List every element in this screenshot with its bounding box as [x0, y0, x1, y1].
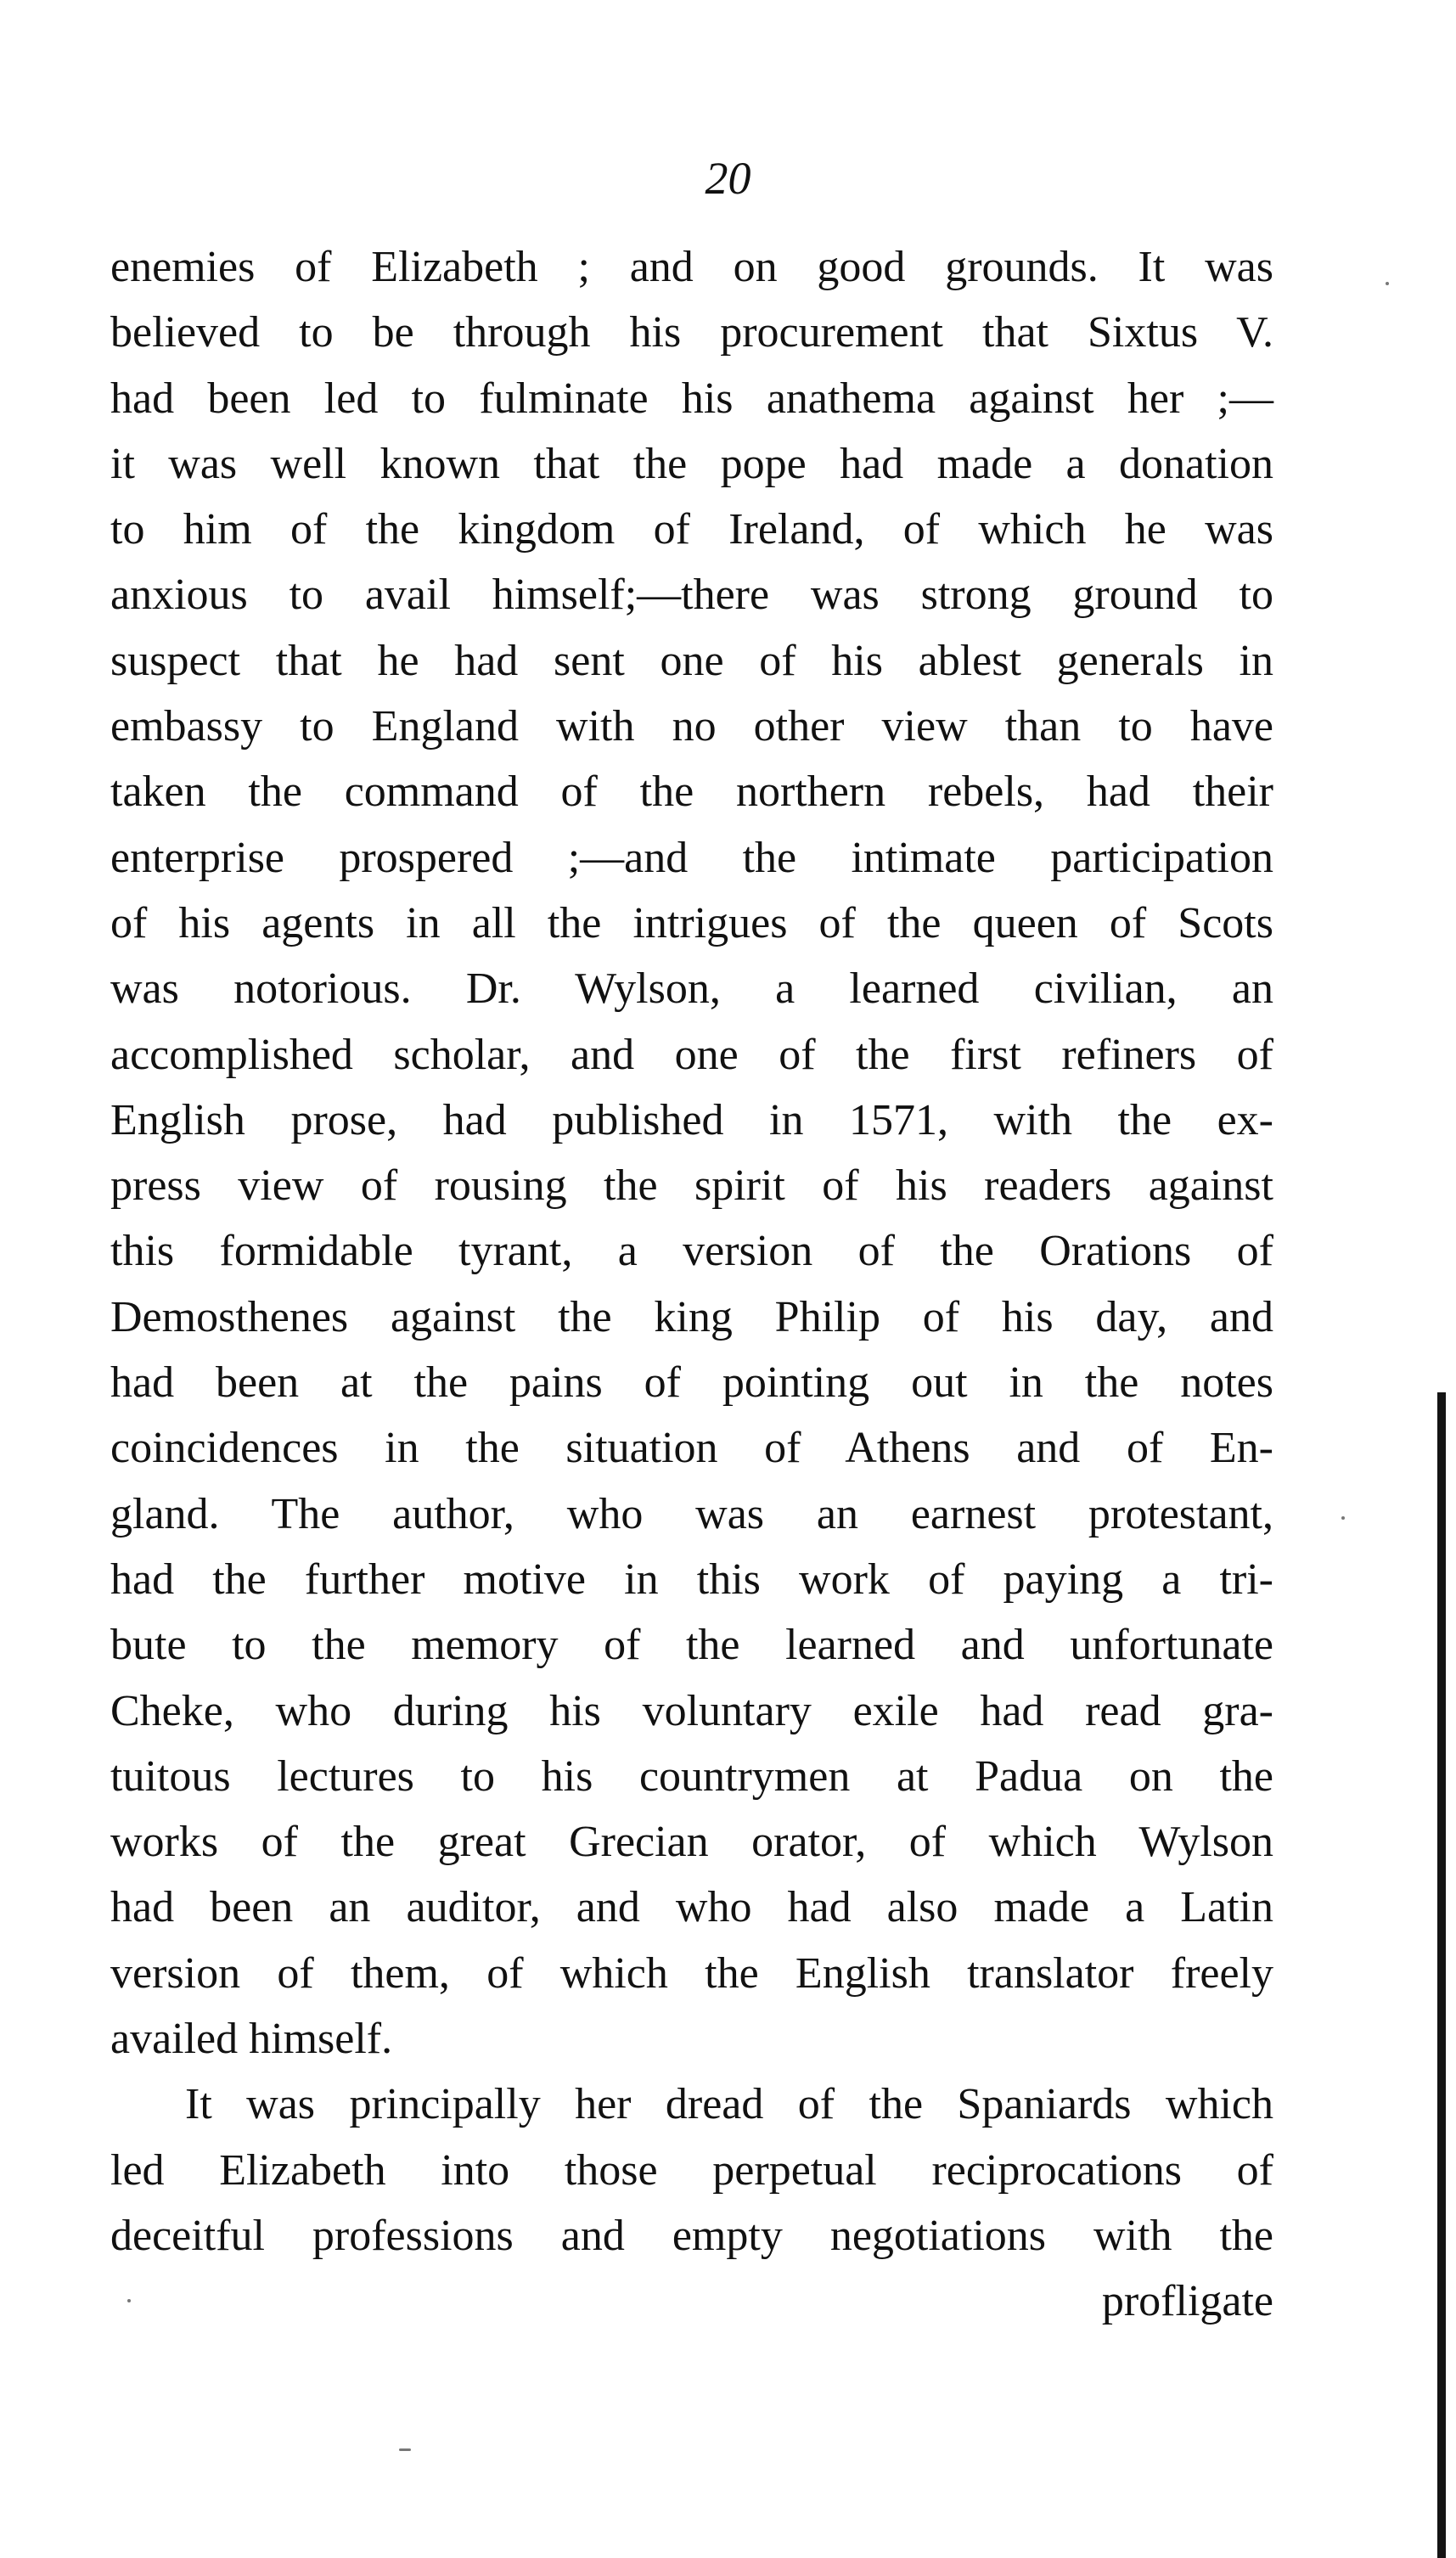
text-line: had been at the pains of pointing out in the notes [110, 1358, 1273, 1408]
text-line: version of them, of which the English translator freely [110, 1948, 1273, 1998]
text-line: coincidences in the situation of Athens and of En- [110, 1424, 1273, 1473]
text-line: taken the command of the northern rebels, had their [110, 767, 1273, 817]
text-line: this formidable tyrant, a version of the Orations of [110, 1227, 1273, 1276]
paper-speck [1341, 1516, 1345, 1520]
text-line: gland. The author, who was an earnest protestant, [110, 1489, 1273, 1538]
text-line: had been led to fulminate his anathema against her ;— [110, 374, 1273, 423]
text-line: enemies of Elizabeth ; and on good grounds. It was [110, 243, 1273, 291]
text-line: had the further motive in this work of paying a tri- [110, 1554, 1273, 1604]
text-line: Cheke, who during his voluntary exile had read gra- [110, 1686, 1273, 1735]
paper-speck [1386, 282, 1389, 285]
paper-speck [127, 2299, 131, 2302]
text-line: led Elizabeth into those perpetual reciprocations of [110, 2145, 1273, 2195]
text-line: Demosthenes against the king Philip of his day, and [110, 1292, 1273, 1341]
body-text [110, 234, 1273, 2334]
text-line: anxious to avail himself;—there was strong ground to [110, 571, 1273, 620]
page-number: 20 [705, 153, 751, 204]
text-line: had been an auditor, and who had also made a Latin [110, 1883, 1273, 1932]
text-line: of his agents in all the intrigues of the queen of Scots [110, 898, 1273, 947]
text-line: embassy to England with no other view than to have [110, 702, 1273, 751]
text-line: to him of the kingdom of Ireland, of which he was [110, 505, 1273, 554]
text-line: believed to be through his procurement that Sixtus V. [110, 308, 1273, 357]
catchword: profligate [1101, 2277, 1273, 2326]
text-line: deceitful professions and empty negotiations with the [110, 2211, 1273, 2260]
page-edge-shadow [1437, 1392, 1446, 2558]
text-line: works of the great Grecian orator, of which Wylson [110, 1818, 1273, 1867]
text-line: was notorious. Dr. Wylson, a learned civilian, an [110, 964, 1273, 1014]
paragraph-start-line: It was principally her dread of the Spaniards which [185, 2080, 1273, 2129]
text-line: accomplished scholar, and one of the first refiners of [110, 1030, 1273, 1079]
text-line: press view of rousing the spirit of his readers against [110, 1161, 1273, 1211]
text-line: it was well known that the pope had made a donation [110, 439, 1273, 488]
text-line: enterprise prospered ;—and the intimate participation [110, 833, 1273, 882]
paper-speck [399, 2448, 411, 2451]
text-line: bute to the memory of the learned and unfortunate [110, 1621, 1273, 1670]
text-line: suspect that he had sent one of his ablest generals in [110, 636, 1273, 685]
text-line: tuitous lectures to his countrymen at Padua on the [110, 1751, 1273, 1801]
paragraph-end-line: availed himself. [110, 2015, 393, 2064]
text-line: English prose, had published in 1571, with the ex- [110, 1095, 1273, 1144]
